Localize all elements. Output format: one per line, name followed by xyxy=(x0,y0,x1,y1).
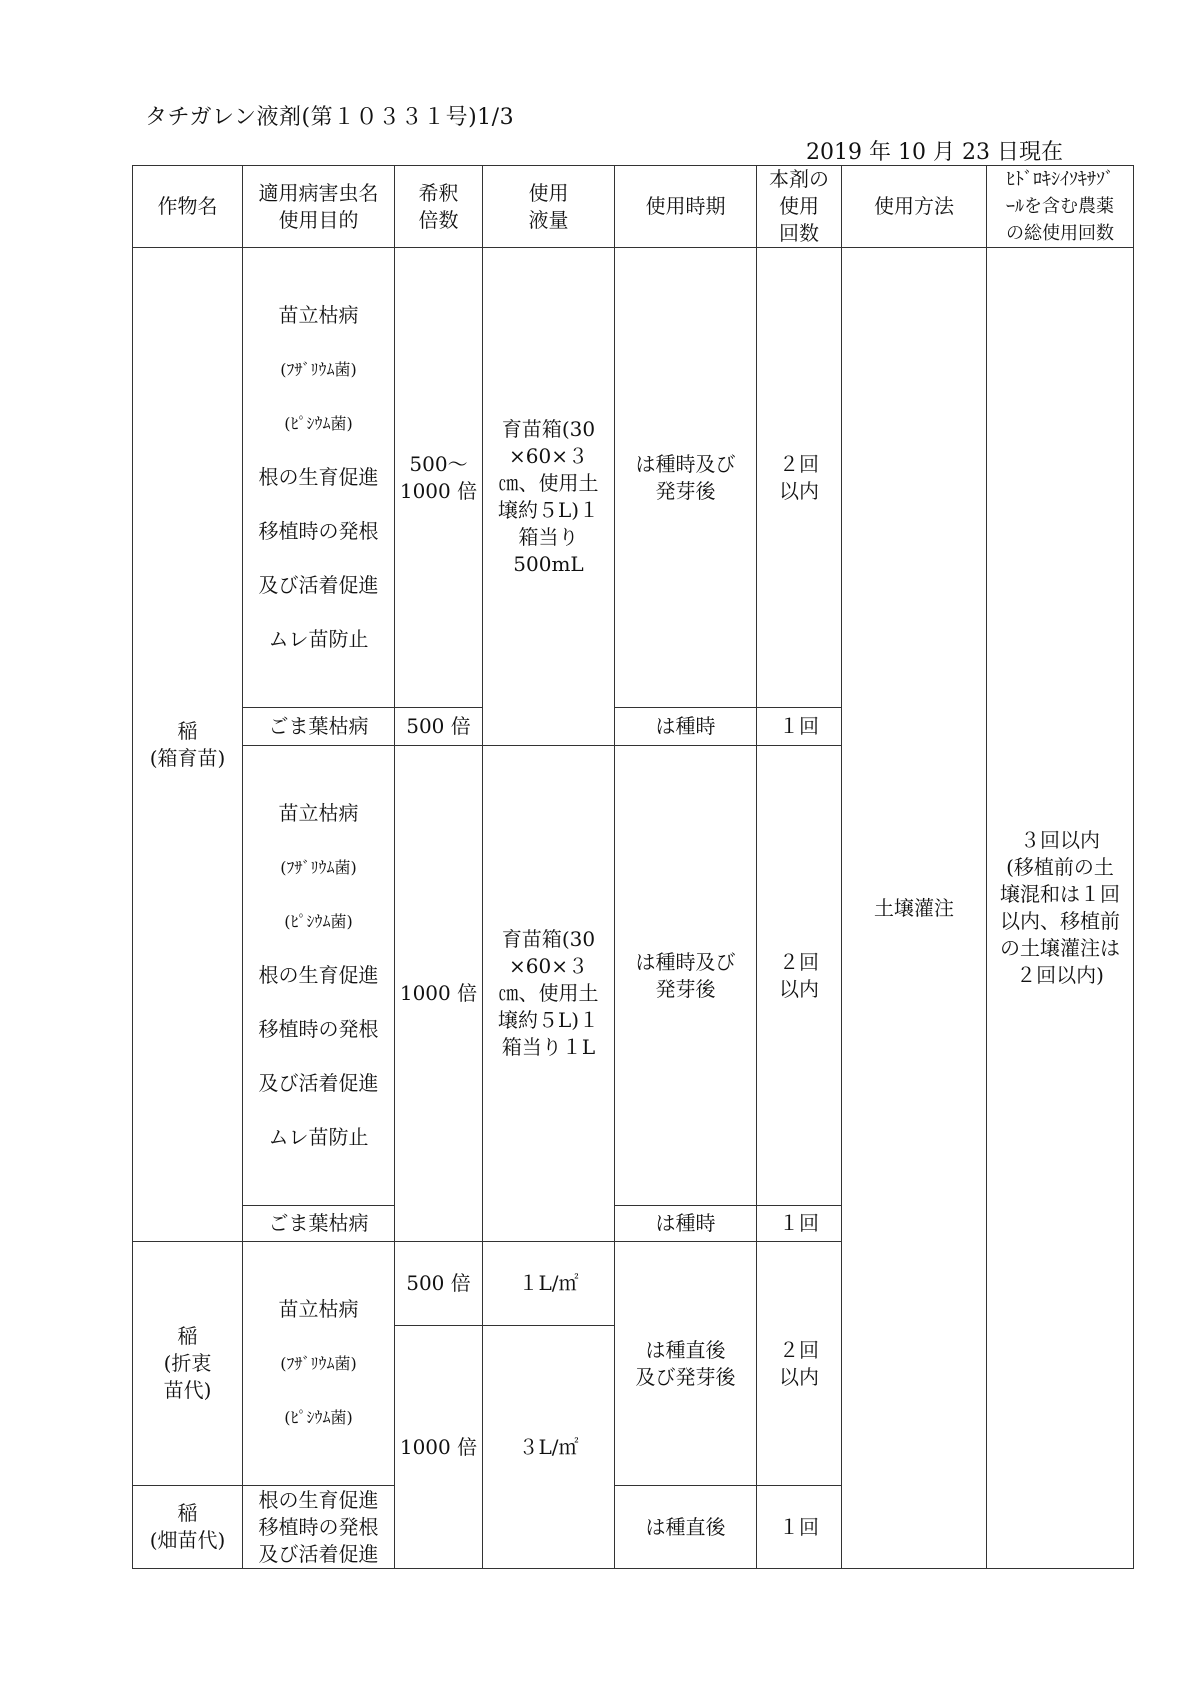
dilution-cell: 1000 倍 xyxy=(395,746,483,1242)
target-line: 苗立枯病 xyxy=(278,303,359,327)
table-row xyxy=(133,248,1134,708)
header-crop: 作物名 xyxy=(133,166,243,248)
target-line: (ﾌｻﾞﾘｳﾑ菌) xyxy=(280,858,357,877)
target-line: 根の生育促進 xyxy=(258,963,379,987)
target-line: 移植時の発根 xyxy=(258,519,379,543)
header-count: 本剤の 使用 回数 xyxy=(757,166,842,248)
timing-cell: は種時 xyxy=(615,708,757,746)
timing-cell: は種時及び 発芽後 xyxy=(615,746,757,1206)
as-of-date: 2019 年 10 月 23 日現在 xyxy=(806,140,1063,165)
target-line: 及び活着促進 xyxy=(258,573,379,597)
crop-orikae-nursery: 稲 (折衷 苗代) xyxy=(133,1242,243,1486)
target-cell xyxy=(243,1242,395,1486)
target-line: ムレ苗防止 xyxy=(268,627,369,651)
target-line: (ﾋﾟｼｳﾑ菌) xyxy=(284,414,353,433)
target-line: 苗立枯病 xyxy=(278,1297,359,1321)
volume-cell: 育苗箱(30 ×60×３ ㎝、使用土 壌約５L)１ 箱当り 500mL xyxy=(483,248,615,746)
target-line: 根の生育促進 xyxy=(258,465,379,489)
dilution-cell: 1000 倍 xyxy=(395,1326,483,1569)
crop-hata-nursery: 稲 (畑苗代) xyxy=(133,1486,243,1569)
total-use-cell: ３回以内 (移植前の土 壌混和は１回 以内、移植前 の土壌灌注は ２回以内) xyxy=(987,248,1134,1569)
document-title: タチガレン液剤(第１０３３１号)1/3 xyxy=(145,105,515,130)
header-target: 適用病害虫名 使用目的 xyxy=(243,166,395,248)
timing-cell: は種時 xyxy=(615,1206,757,1242)
dilution-cell: 500～ 1000 倍 xyxy=(395,248,483,708)
timing-cell: は種直後 及び発芽後 xyxy=(615,1242,757,1486)
target-line: 移植時の発根 xyxy=(258,1017,379,1041)
target-cell xyxy=(243,746,395,1206)
target-line: (ﾌｻﾞﾘｳﾑ菌) xyxy=(280,1354,357,1373)
header-volume: 使用 液量 xyxy=(483,166,615,248)
target-cell: ごま葉枯病 xyxy=(243,1206,395,1242)
method-cell: 土壌灌注 xyxy=(842,248,987,1569)
target-line: (ﾌｻﾞﾘｳﾑ菌) xyxy=(280,360,357,379)
timing-cell: は種時及び 発芽後 xyxy=(615,248,757,708)
count-cell: １回 xyxy=(757,708,842,746)
target-cell: ごま葉枯病 xyxy=(243,708,395,746)
volume-cell: １L/㎡ xyxy=(483,1242,615,1326)
header-dilution: 希釈 倍数 xyxy=(395,166,483,248)
count-cell: ２回 以内 xyxy=(757,746,842,1206)
header-method: 使用方法 xyxy=(842,166,987,248)
target-line: 苗立枯病 xyxy=(278,801,359,825)
header-total: ﾋﾄﾞﾛｷｼｲｿｷｻｿﾞ ｰﾙを含む農薬 の総使用回数 xyxy=(987,166,1134,248)
dilution-cell: 500 倍 xyxy=(395,708,483,746)
count-cell: ２回 以内 xyxy=(757,1242,842,1486)
timing-cell: は種直後 xyxy=(615,1486,757,1569)
count-cell: １回 xyxy=(757,1206,842,1242)
dilution-cell: 500 倍 xyxy=(395,1242,483,1326)
count-cell: １回 xyxy=(757,1486,842,1569)
volume-cell: 育苗箱(30 ×60×３ ㎝、使用土 壌約５L)１ 箱当り１L xyxy=(483,746,615,1242)
target-line: ムレ苗防止 xyxy=(268,1125,369,1149)
target-line: (ﾋﾟｼｳﾑ菌) xyxy=(284,1408,353,1427)
header-timing: 使用時期 xyxy=(615,166,757,248)
pesticide-usage-table xyxy=(132,165,1134,1569)
header-row xyxy=(133,166,1134,248)
volume-cell: ３L/㎡ xyxy=(483,1326,615,1569)
target-cell: 根の生育促進 移植時の発根 及び活着促進 xyxy=(243,1486,395,1569)
target-line: (ﾋﾟｼｳﾑ菌) xyxy=(284,912,353,931)
count-cell: ２回 以内 xyxy=(757,248,842,708)
target-line: 及び活着促進 xyxy=(258,1071,379,1095)
target-cell xyxy=(243,248,395,708)
crop-box-seedling: 稲 (箱育苗) xyxy=(133,248,243,1242)
